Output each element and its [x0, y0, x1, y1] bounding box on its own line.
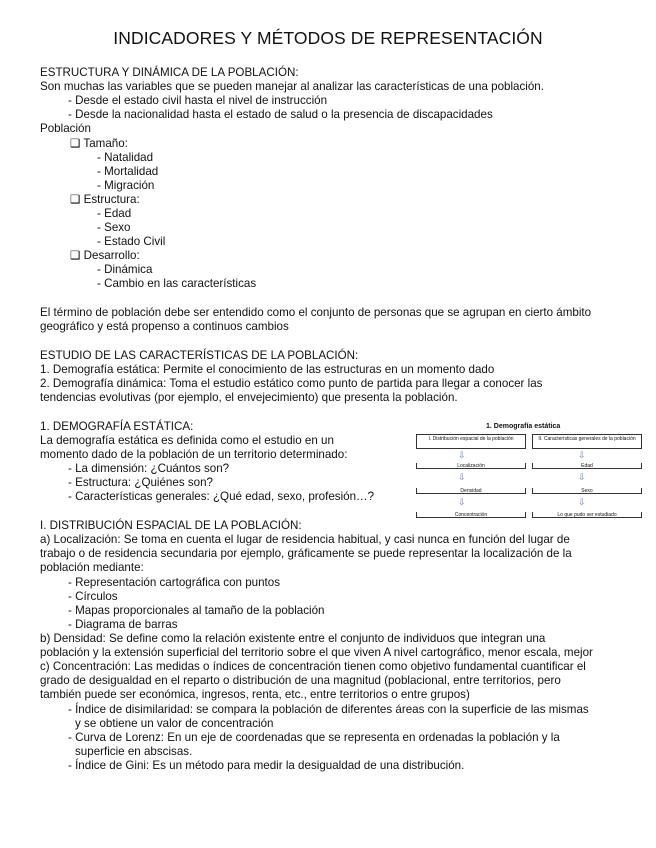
list-item: - Dinámica: [97, 263, 153, 276]
paragraph-def-cont: momento dado de la población de un territorio determinado:: [40, 448, 348, 461]
diagram-right-item: Sexo: [532, 488, 642, 494]
page-title: INDICADORES Y MÉTODOS DE REPRESENTACIÓN: [113, 28, 543, 48]
list-item: - La dimensión: ¿Cuántos son?: [68, 462, 230, 475]
list-item: - Círculos: [68, 590, 118, 603]
checkbox-glyph-icon: ❑: [70, 137, 81, 150]
down-arrow-icon: ⇩: [458, 450, 466, 460]
list-item-label: Tamaño:: [83, 137, 128, 150]
paragraph-def: La demografía estática es definida como el estudio en un: [40, 434, 334, 447]
list-item-desarrollo: [70, 249, 140, 263]
section-heading-distribucion: I. DISTRIBUCIÓN ESPACIAL DE LA POBLACIÓN:: [40, 519, 302, 532]
diagram-title: 1. Demografía estática: [486, 423, 561, 430]
paragraph-intro: Son muchas las variables que se pueden manejar al analizar las características de una población.: [40, 80, 544, 93]
list-item: - Mapas proporcionales al tamaño de la población: [68, 604, 325, 617]
paragraph-localizacion-cont: trabajo o de residencia secundaria por ejemplo, gráficamente se puede representar la localización de la: [40, 547, 572, 560]
list-item: - Desde el estado civil hasta el nivel de instrucción: [68, 94, 328, 107]
list-item-tamano: [70, 137, 128, 151]
list-item: - Estado Civil: [97, 235, 166, 248]
down-arrow-icon: ⇩: [578, 497, 586, 507]
diagram-left-item: Localización: [416, 463, 526, 469]
list-item: - Edad: [97, 207, 132, 220]
poblacion-label: Población: [40, 122, 91, 135]
list-item-cont: tendencias evolutivas (por ejemplo, el envejecimiento) que presenta la población.: [40, 391, 458, 404]
list-item: - Estructura: ¿Quiénes son?: [68, 476, 213, 489]
checkbox-glyph-icon: ❑: [70, 193, 81, 206]
list-item-estructura: [70, 193, 140, 207]
section-heading-estructura: ESTRUCTURA Y DINÁMICA DE LA POBLACIÓN:: [40, 66, 299, 79]
paragraph-definicion-cont: geográfico y está propenso a continuos cambios: [40, 320, 289, 333]
list-item-cont: superficie en abscisas.: [75, 745, 193, 758]
checkbox-glyph-icon: ❑: [70, 249, 81, 262]
list-item-cont: y se obtiene un valor de concentración: [75, 717, 274, 730]
list-item: - Representación cartográfica con puntos: [68, 576, 281, 589]
list-item: - Mortalidad: [97, 165, 159, 178]
diagram-right-header: II. Características generales de la población: [532, 434, 642, 449]
list-item-label: Desarrollo:: [83, 249, 140, 262]
list-item: - Natalidad: [97, 151, 154, 164]
list-item: - Cambio en las características: [97, 277, 257, 290]
down-arrow-icon: ⇩: [458, 472, 466, 482]
diagram-left-header: I. Distribución espacial de la población: [416, 434, 526, 449]
section-heading-demografia-estatica: 1. DEMOGRAFÍA ESTÁTICA:: [40, 420, 194, 433]
diagram-right-item: Edad: [532, 463, 642, 469]
diagram-right-item: Lo que pudo ser estudiado: [532, 512, 642, 518]
list-item: 2. Demografía dinámica: Toma el estudio estático como punto de partida para llegar a conocer las: [40, 377, 543, 390]
down-arrow-icon: ⇩: [578, 472, 586, 482]
paragraph-localizacion-cont: población mediante:: [40, 561, 144, 574]
list-item: - Desde la nacionalidad hasta el estado de salud o la presencia de discapacidades: [68, 108, 493, 121]
list-item: - Migración: [97, 179, 155, 192]
paragraph-localizacion: a) Localización: Se toma en cuenta el lugar de residencia habitual, y casi nunca en función del lugar de: [40, 533, 570, 546]
down-arrow-icon: ⇩: [458, 497, 466, 507]
paragraph-densidad: b) Densidad: Se define como la relación existente entre el conjunto de individuos que integran una: [40, 632, 546, 645]
paragraph-concentracion: c) Concentración: Las medidas o índices de concentración tienen como objetivo fundamental cuantificar el: [40, 660, 586, 673]
list-item: - Sexo: [97, 221, 131, 234]
down-arrow-icon: ⇩: [578, 450, 586, 460]
list-item: - Diagrama de barras: [68, 618, 178, 631]
paragraph-definicion: El término de población debe ser entendido como el conjunto de personas que se agrupan en cierto ámbito: [40, 306, 592, 319]
list-item: - Índice de Gini: Es un método para medir la desigualdad de una distribución.: [68, 759, 465, 772]
list-item: - Índice de disimilaridad: se compara la población de diferentes áreas con la superficie de las mismas: [68, 703, 589, 716]
list-item: - Características generales: ¿Qué edad, sexo, profesión…?: [68, 490, 375, 503]
list-item: - Curva de Lorenz: En un eje de coordenadas que se representa en ordenadas la población y la: [68, 731, 560, 744]
diagram-left-item: Concentración: [416, 512, 526, 518]
paragraph-concentracion-cont: también puede ser económica, ingresos, renta, etc., entre territorios o entre grupos): [40, 688, 470, 701]
list-item: 1. Demografía estática: Permite el conocimiento de las estructuras en un momento dado: [40, 363, 495, 376]
list-item-label: Estructura:: [83, 193, 140, 206]
diagram-left-item: Densidad: [416, 488, 526, 494]
paragraph-densidad-cont: población y la extensión superficial del territorio sobre el que viven A nivel cartográfico, menor escala, mejor: [40, 646, 593, 659]
paragraph-concentracion-cont: grado de desigualdad en el reparto o distribución de una magnitud (poblacional, entre territorios, pero: [40, 674, 561, 687]
section-heading-estudio: ESTUDIO DE LAS CARACTERÍSTICAS DE LA POBLACIÓN:: [40, 349, 359, 362]
